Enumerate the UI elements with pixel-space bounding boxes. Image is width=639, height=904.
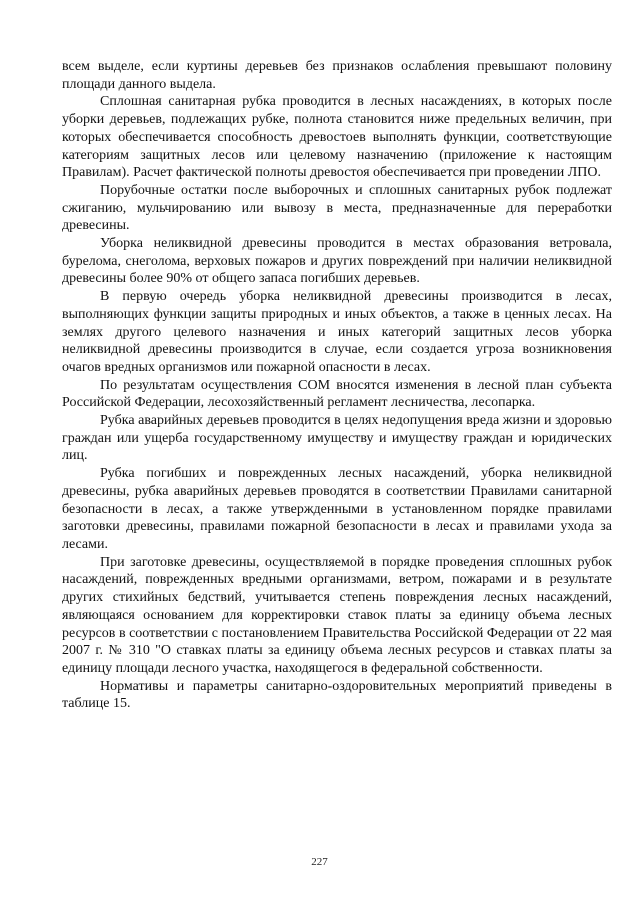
page-number: 227 xyxy=(311,856,328,868)
paragraph: В первую очередь уборка неликвидной древесины производится в лесах, выполняющих функции защиты природных и иных объектов, а также в ценных лесах. На землях другого целевого назначения и иных категорий защитных лесов уборка неликвидной древесины производится в случае, если создается угроза возникновения очагов вредных организмов или пожарной опасности в лесах. xyxy=(62,289,612,375)
paragraph: Рубка аварийных деревьев проводится в целях недопущения вреда жизни и здоровью граждан или ущерба государственному имуществу и имуществу граждан и юридических лиц. xyxy=(62,413,612,464)
paragraph: Сплошная санитарная рубка проводится в лесных насаждениях, в которых после уборки деревьев, подлежащих рубке, полнота становится ниже предельных величин, при которых обеспечивается способность древостоев выполнять функции, соответствующие категориям защитных лесов или целевому назначению (приложение к настоящим Правилам). Расчет фактической полноты древостоя обеспечивается при проведении ЛПО. xyxy=(62,94,612,181)
paragraph: При заготовке древесины, осуществляемой в порядке проведения сплошных рубок насаждений, поврежденных вредными организмами, ветром, пожарами и в результате других стихийных бедствий, учитывается степень повреждения лесных насаждений, являющаяся основанием для корректировки ставок платы за единицу объема лесных ресурсов в соответствии с постановлением Правительства Российской Федерации от 22 мая 2007 г. № 310 "О ставках платы за единицу объема лесных ресурсов и ставках платы за единицу площади лесного участка, находящегося в федеральной собственности. xyxy=(62,554,612,676)
paragraph: Уборка неликвидной древесины проводится в местах образования ветровала, бурелома, снеголома, верховых пожаров и других повреждений при наличии неликвидной древесины более 90% от общего запаса погибших деревьев. xyxy=(62,236,612,287)
document-body xyxy=(62,58,612,713)
paragraph: Порубочные остатки после выборочных и сплошных санитарных рубок подлежат сжиганию, мульчированию или вывозу в места, предназначенные для переработки древесины. xyxy=(62,182,612,234)
paragraph: Рубка погибших и поврежденных лесных насаждений, уборка неликвидной древесины, рубка аварийных деревьев проводятся в соответствии Правилами санитарной безопасности в лесах, а также утвержденными в установленном порядке правилами заготовки древесины, правилами пожарной безопасности в лесах и правилами ухода за лесами. xyxy=(62,466,612,552)
paragraph: Нормативы и параметры санитарно-оздоровительных мероприятий приведены в таблице 15. xyxy=(62,678,612,712)
paragraph-continued: всем выделе, если куртины деревьев без признаков ослабления превышают половину площади данного выдела. xyxy=(62,59,612,92)
paragraph: По результатам осуществления СОМ вносятся изменения в лесной план субъекта Российской Федерации, лесохозяйственный регламент лесничества, лесопарка. xyxy=(62,377,612,411)
